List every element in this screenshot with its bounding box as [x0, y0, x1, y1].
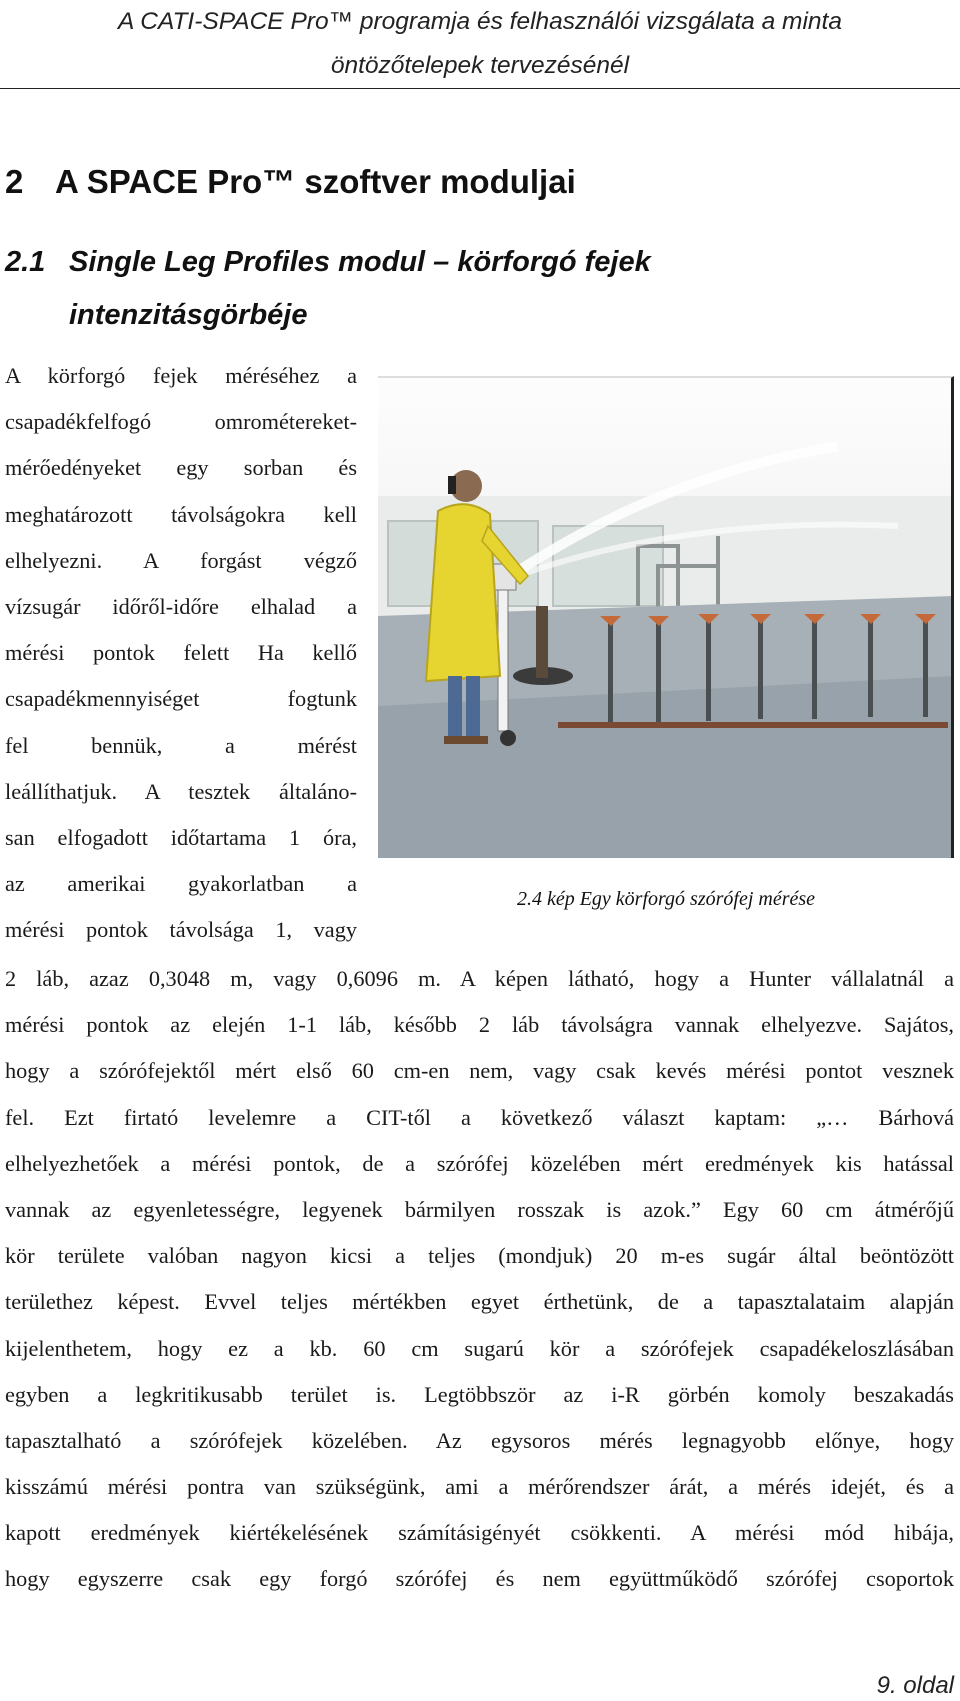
page-number: 9. oldal: [876, 1672, 954, 1699]
text-line: mérési pontok távolsága 1, vagy: [5, 917, 357, 943]
running-header-line-2: öntözőtelepek tervezésénél: [330, 52, 630, 79]
text-line: hogy egyszerre csak egy forgó szórófej és nem együttműködő szórófej csoportok: [5, 1566, 954, 1592]
text-line: kijelenthetem, hogy ez a kb. 60 cm sugarú kör a szórófejek csapadékeloszlásában: [5, 1335, 954, 1361]
sprinkler-measurement-photo: [378, 376, 954, 858]
text-line: leállíthatjuk. A tesztek általáno-: [5, 778, 357, 804]
section-title: A SPACE Pro™ szoftver moduljai: [55, 163, 576, 200]
text-line: mérési pontok felett Ha kellő: [5, 640, 357, 666]
text-line: területhez képest. Evvel teljes mértékben egyet érthetünk, de a tapasztalataim alapján: [5, 1289, 954, 1315]
text-line: hogy a szórófejektől mért első 60 cm-en nem, vagy csak kevés mérési pontot vesznek: [5, 1058, 954, 1084]
text-line: A körforgó fejek méréséhez a: [5, 363, 357, 388]
text-line: vízsugár időről-időre elhalad a: [5, 593, 357, 619]
section-heading: [5, 160, 576, 204]
paragraph-full-width: [5, 956, 954, 1603]
text-line: san elfogadott időtartama 1 óra,: [5, 824, 357, 850]
text-line: fel. Ezt firtató levelemre a CIT-től a következő választ kaptam: „… Bárhová: [5, 1104, 954, 1130]
text-line: tapasztalható a szórófejek közelében. Az egysoros mérés legnagyobb előnye, hogy: [5, 1427, 954, 1453]
text-line: elhelyezhetőek a mérési pontok, de a szórófej közelében mért eredmények kis hatással: [5, 1150, 954, 1176]
text-line: fel bennük, a mérést: [5, 732, 357, 758]
text-line: egyben a legkritikusabb terület is. Legtöbbször az i-R görbén komoly beszakadás: [5, 1381, 954, 1407]
text-line: mérési pontok az elején 1-1 láb, később 2 láb távolságra vannak elhelyezve. Sajátos,: [5, 1012, 954, 1038]
figure-caption: 2.4 kép Egy körforgó szórófej mérése: [516, 888, 816, 910]
running-header-line-1: A CATI-SPACE Pro™ programja és felhasználói vizsgálata a minta: [118, 8, 842, 35]
subsection-number: 2.1: [5, 246, 46, 278]
text-line: az amerikai gyakorlatban a: [5, 871, 357, 897]
running-header: [0, 0, 960, 89]
text-line: mérőedényeket egy sorban és: [5, 455, 357, 481]
section-number: 2: [5, 163, 24, 200]
text-line: kisszámú mérési pontra van szükségünk, ami a mérőrendszer árát, a mérés idejét, és a: [5, 1474, 954, 1500]
text-line: meghatározott távolságokra kell: [5, 501, 357, 527]
text-line: vannak az egyenletességre, legyenek bármilyen rosszak is azok.” Egy 60 cm átmérőjű: [5, 1196, 954, 1222]
paragraph-left-column: [5, 353, 357, 953]
subsection-title: Single Leg Profiles modul – körforgó fejek intenzitásgörbéje: [69, 246, 651, 331]
text-line: kapott eredmények kiértékelésének számításigényét csökkenti. A mérési mód hibája,: [5, 1520, 954, 1546]
photo-sprinkler-measurement-icon: [378, 376, 954, 858]
text-line: 2 láb, azaz 0,3048 m, vagy 0,6096 m. A képen látható, hogy a Hunter vállalatnál a: [5, 966, 954, 991]
text-line: csapadékfelfogó omrométereket-: [5, 409, 357, 435]
text-line: csapadékmennyiséget fogtunk: [5, 686, 357, 712]
text-line: kör területe valóban nagyon kicsi a teljes (mondjuk) 20 m-es sugár által beöntözött: [5, 1243, 954, 1269]
text-line: elhelyezni. A forgást végző: [5, 547, 357, 573]
